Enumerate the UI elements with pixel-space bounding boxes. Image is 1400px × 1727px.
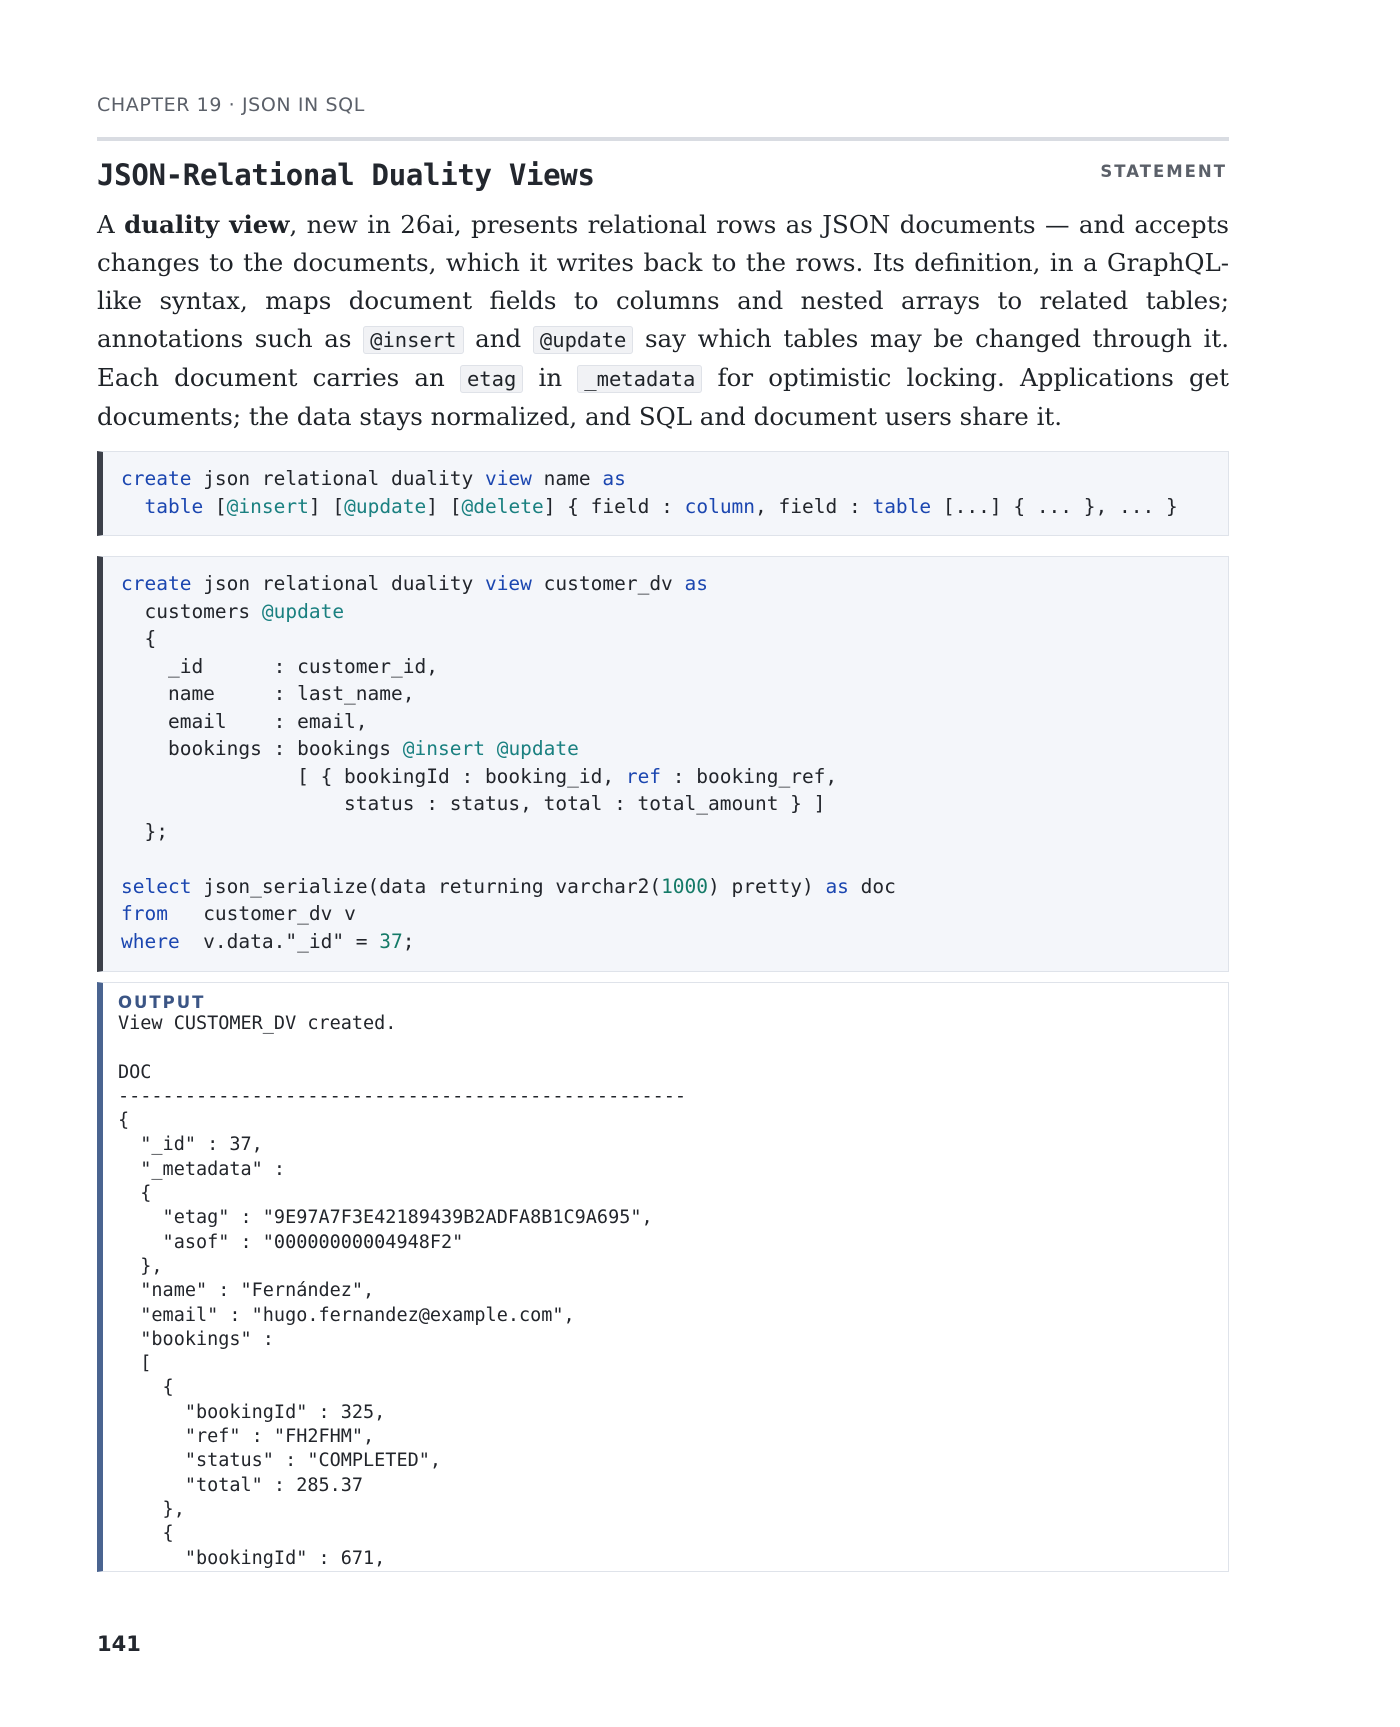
code-keyword: ref — [625, 764, 662, 788]
code-keyword: table — [144, 494, 204, 518]
code-line: from customer_dv v — [121, 902, 356, 925]
page-number: 141 — [97, 1632, 141, 1656]
output-line: "asof" : "00000000004948F2" — [118, 1231, 464, 1253]
code-line: { — [121, 627, 157, 650]
running-head: CHAPTER 19 · JSON IN SQL — [97, 94, 365, 116]
output-label: OUTPUT — [118, 993, 206, 1012]
section-header — [97, 158, 1229, 198]
code-annotation: @insert — [402, 737, 485, 760]
paragraph-text: for optimistic locking. Applications get documents; the data stays normalized, and SQL and document users share it. — [97, 363, 1229, 431]
header-rule — [97, 137, 1229, 141]
paragraph-text: , new in 26ai, presents relational rows as JSON documents — and accepts changes to the documents, which it writes back to the rows. Its definition, in a GraphQL-like syntax, maps document fields to columns and nested arrays to related tables; annotations such as — [97, 210, 1229, 353]
code-line: create json relational duality view name as — [121, 467, 626, 490]
code-keyword: from — [121, 902, 168, 925]
code-line: _id : customer_id, — [121, 654, 438, 678]
output-line: "email" : "hugo.fernandez@example.com", — [118, 1304, 575, 1326]
output-line: "status" : "COMPLETED", — [118, 1450, 442, 1472]
code-number: 1000 — [661, 874, 709, 898]
code-line: email : email, — [121, 709, 368, 733]
example-code — [121, 557, 1228, 955]
syntax-code — [121, 452, 1228, 520]
output-line: "total" : 285.37 — [118, 1474, 364, 1496]
inline-code-metadata: _metadata — [577, 365, 702, 393]
code-annotation: @update — [496, 737, 579, 760]
output-line: }, — [118, 1498, 185, 1520]
code-line: [ { bookingId : booking_id, ref : booking_ref, — [121, 764, 838, 788]
code-keyword: select — [121, 874, 192, 898]
code-annotation: @delete — [461, 494, 544, 518]
inline-code-etag: etag — [460, 365, 523, 393]
code-keyword: column — [684, 494, 756, 518]
code-keyword: create — [121, 467, 192, 490]
paragraph-bold-term: duality view — [124, 210, 290, 239]
code-keyword: as — [602, 467, 626, 490]
code-line: status : status, total : total_amount } ] — [121, 792, 826, 815]
code-keyword: where — [121, 929, 180, 953]
code-keyword: table — [872, 494, 932, 518]
code-keyword: as — [825, 874, 849, 898]
output-line: { — [118, 1377, 174, 1399]
paragraph-text: say which tables may be changed through it. Each document carries an — [97, 324, 1229, 392]
code-number: 37 — [379, 929, 403, 953]
code-line: customers @update — [121, 599, 345, 623]
output-line: }, — [118, 1255, 163, 1277]
output-line: "bookingId" : 325, — [118, 1401, 386, 1423]
code-annotation: @update — [261, 599, 345, 623]
code-keyword: view — [484, 572, 532, 595]
inline-code-insert: @insert — [363, 326, 463, 354]
output-block — [97, 982, 1229, 1572]
output-line: { — [118, 1523, 174, 1545]
code-line: bookings : bookings @insert @update — [121, 737, 579, 760]
code-line: create json relational duality view customer_dv as — [121, 572, 709, 595]
output-text — [118, 1012, 1228, 1571]
code-keyword: create — [121, 572, 192, 595]
code-keyword: as — [684, 572, 709, 595]
output-line: DOC — [118, 1061, 152, 1083]
code-line: name : last_name, — [121, 682, 415, 705]
paragraph-text: and — [463, 324, 533, 353]
section-title: JSON-Relational Duality Views — [97, 158, 595, 192]
section-kind-label: STATEMENT — [1100, 162, 1227, 181]
output-line: "bookings" : — [118, 1328, 274, 1350]
code-annotation: @update — [344, 494, 427, 518]
output-line: "_id" : 37, — [118, 1134, 263, 1156]
paragraph-text: A — [97, 210, 125, 239]
inline-code-update: @update — [533, 326, 633, 354]
output-line: View CUSTOMER_DV created. — [118, 1013, 397, 1034]
output-line: "bookingId" : 671, — [118, 1547, 386, 1569]
output-line: { — [118, 1183, 152, 1205]
code-line: where v.data."_id" = 37; — [121, 929, 415, 953]
code-line: table [@insert] [@update] [@delete] { field : column, field : table [...] { ... }, ... } — [144, 494, 1178, 518]
output-line: "ref" : "FH2FHM", — [118, 1426, 375, 1448]
example-code-block — [97, 556, 1229, 972]
code-line: select json_serialize(data returning varchar2(1000) pretty) as doc — [121, 874, 896, 898]
code-line: }; — [121, 819, 168, 843]
code-keyword: view — [484, 467, 532, 490]
body-paragraph — [97, 206, 1229, 436]
output-line: "etag" : "9E97A7F3E42189439B2ADFA8B1C9A695", — [118, 1207, 653, 1229]
output-line: "name" : "Fernández", — [118, 1280, 375, 1302]
output-line: [ — [118, 1353, 152, 1375]
code-annotation: @insert — [226, 494, 309, 518]
paragraph-text: in — [523, 363, 578, 392]
output-line: { — [118, 1110, 130, 1132]
output-line: --------------------------------------------------- — [118, 1085, 687, 1107]
output-line: "_metadata" : — [118, 1158, 286, 1180]
syntax-code-block — [97, 451, 1229, 536]
